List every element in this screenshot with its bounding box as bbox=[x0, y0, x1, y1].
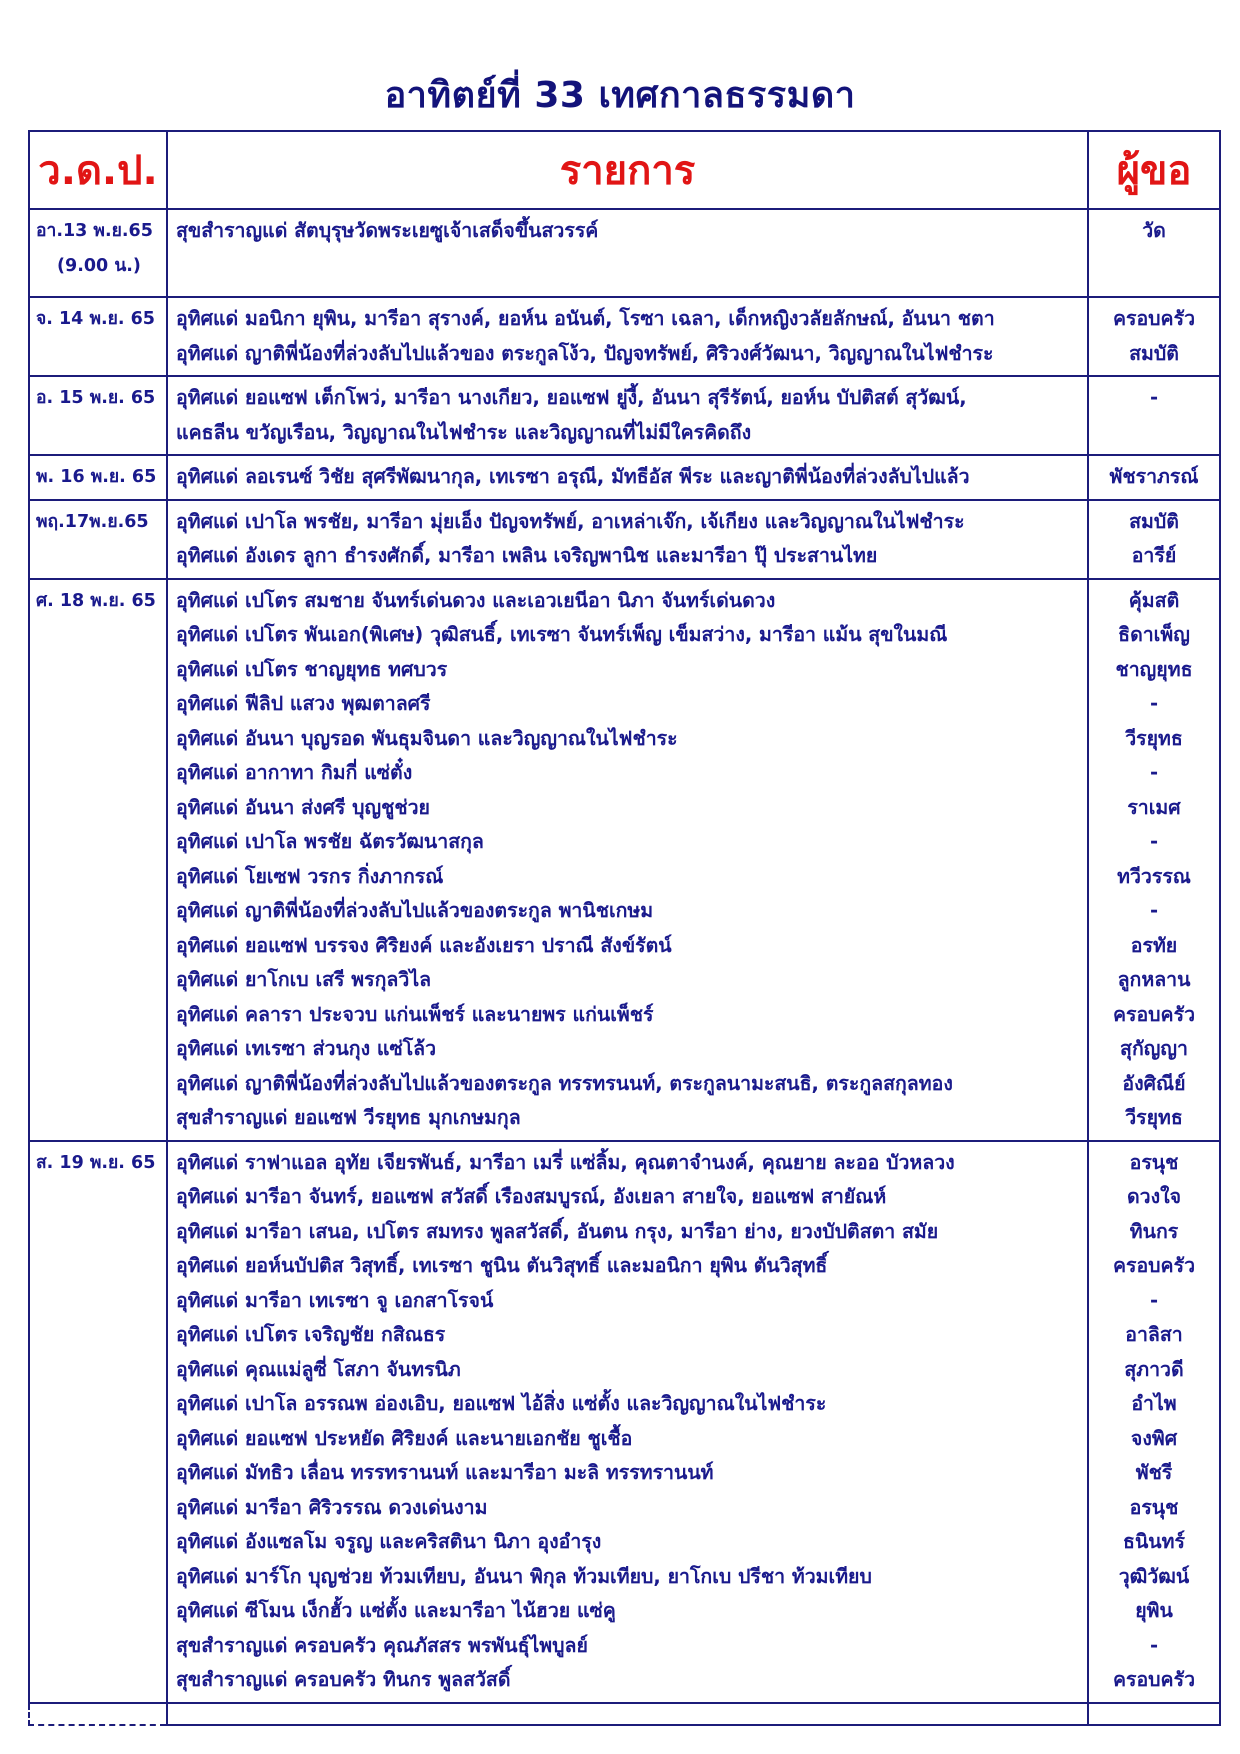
table-row bbox=[29, 297, 1220, 376]
intention-line: อุทิศแด่ ยาโกเบ เสรี พรกุลวิไล bbox=[176, 968, 432, 991]
intention-line: สุขสำราญแด่ ยอแซฟ วีรยุทธ มุกเกษมกุล bbox=[176, 1106, 521, 1129]
page-title: อาทิตย์ที่ 33 เทศกาลธรรมดา bbox=[384, 75, 856, 116]
items-cell bbox=[167, 455, 1088, 500]
intention-line: อุทิศแด่ ยอแซฟ เต็กโพว่, มารีอา นางเกียว, ยอแซฟ ยู่งี้, อันนา สุรีรัตน์, ยอห์น บัปติสต์ สุวัฒน์, bbox=[176, 386, 967, 409]
requester-cell bbox=[1088, 1141, 1220, 1703]
intention-line: อุทิศแด่ ยอห์นบัปติส วิสุทธิ์, เทเรซา ชูนิน ตันวิสุทธิ์ และมอนิกา ยุพิน ตันวิสุทธิ์ bbox=[176, 1254, 828, 1277]
requester-name: - bbox=[1149, 1288, 1159, 1312]
intention-line: อุทิศแด่ ซีโมน เง็กฮั้ว แซ่ตั้ง และมารีอา ไน้ฮวย แซ่คู bbox=[176, 1599, 616, 1622]
intention-line: อุทิศแด่ เปโตร สมชาย จันทร์เด่นดวง และเอวเยนีอา นิภา จันทร์เด่นดวง bbox=[176, 588, 776, 612]
date-cell bbox=[29, 1703, 167, 1725]
intention-line: อุทิศแด่ เปาโล พรชัย, มารีอา มุ่ยเอ็ง ปัญจทรัพย์, อาเหล่าเจ๊ก, เจ้เกียง และวิญญาณในไฟชำระ bbox=[176, 509, 965, 533]
requester-name: สมบัติ bbox=[1129, 341, 1179, 365]
requester-name: จงพิศ bbox=[1130, 1426, 1178, 1450]
table-header-row bbox=[29, 131, 1220, 209]
intention-line: อุทิศแด่ เปโตร พันเอก(พิเศษ) วุฒิสนธิ์, เทเรซา จันทร์เพ็ญ เข็มสว่าง, มารีอา แม้น สุขในมณี bbox=[176, 623, 948, 646]
requester-name: สมบัติ bbox=[1129, 509, 1179, 533]
intention-line: อุทิศแด่ ยอแซฟ ประหยัด ศิริยงค์ และนายเอกชัย ชูเชื้อ bbox=[176, 1426, 633, 1450]
table-row bbox=[29, 1141, 1220, 1703]
requester-name: สุกัญญา bbox=[1120, 1037, 1188, 1060]
intention-line: อุทิศแด่ ราฟาแอล อุทัย เจียรพันธ์, มารีอา เมรี่ แซ่ลิ้ม, คุณตาจำนงค์, คุณยาย ละออ บัวหลวง bbox=[176, 1150, 955, 1174]
requester-name: พัชรี bbox=[1135, 1461, 1173, 1484]
requester-name: ยุพิน bbox=[1135, 1599, 1173, 1622]
date-cell bbox=[29, 1141, 167, 1703]
intention-line: อุทิศแด่ มาร์โก บุญช่วย ท้วมเทียบ, อันนา พิกุล ท้วมเทียบ, ยาโกเบ ปรีชา ท้วมเทียบ bbox=[176, 1564, 872, 1588]
intention-line: อุทิศแด่ คุณแม่ลูซี่ โสภา จันทรนิภ bbox=[176, 1357, 461, 1381]
table-row-continued bbox=[29, 1703, 1220, 1725]
intention-line: อุทิศแด่ คลารา ประจวบ แก่นเพ็ชร์ และนายพร แก่นเพ็ชร์ bbox=[176, 1002, 654, 1026]
items-cell bbox=[167, 1703, 1088, 1725]
intention-line: อุทิศแด่ เทเรซา ส่วนกุง แซ่โล้ว bbox=[176, 1037, 437, 1060]
date-cell bbox=[29, 209, 167, 297]
intention-line: อุทิศแด่ มารีอา จันทร์, ยอแซฟ สวัสดิ์ เรืองสมบูรณ์, อังเยลา สายใจ, ยอแซฟ สายัณห์ bbox=[176, 1185, 887, 1208]
requester-name: พัชราภรณ์ bbox=[1109, 465, 1199, 488]
requester-cell bbox=[1088, 376, 1220, 455]
date-cell bbox=[29, 376, 167, 455]
items-cell bbox=[167, 297, 1088, 376]
table-row bbox=[29, 209, 1220, 297]
intention-line: อุทิศแด่ อากาทา กิมกี่ แซ่ตั๋ง bbox=[176, 761, 413, 784]
table-row bbox=[29, 376, 1220, 455]
requester-name: ทวีวรรณ bbox=[1117, 864, 1191, 888]
requester-cell bbox=[1088, 500, 1220, 579]
table-row bbox=[29, 500, 1220, 579]
intention-line: สุขสำราญแด่ ครอบครัว ทินกร พูลสวัสดิ์ bbox=[176, 1668, 511, 1691]
requester-name: ครอบครัว bbox=[1112, 307, 1196, 330]
requester-name: อาลิสา bbox=[1125, 1323, 1183, 1346]
requester-name: อังศิณีย์ bbox=[1122, 1071, 1186, 1095]
intention-line: อุทิศแด่ เปโตร ชาญยุทธ ทศบวร bbox=[176, 657, 448, 681]
date-text: พฤ.17พ.ย.65 bbox=[36, 511, 149, 532]
requester-cell bbox=[1088, 209, 1220, 297]
date-text: ศ. 18 พ.ย. 65 bbox=[36, 590, 156, 611]
intention-line: อุทิศแด่ ยอแซฟ บรรจง ศิริยงค์ และอังเยรา ปราณี สังข์รัตน์ bbox=[176, 933, 672, 957]
intention-line: อุทิศแด่ มารีอา เทเรซา จู เอกสาโรจน์ bbox=[176, 1288, 494, 1312]
requester-cell bbox=[1088, 297, 1220, 376]
intention-line: อุทิศแด่ อังเดร ลูกา ธำรงศักดิ์, มารีอา เพลิน เจริญพานิช และมารีอา ปุ๊ ประสานไทย bbox=[176, 544, 878, 567]
intention-line: สุขสำราญแด่ สัตบุรุษวัดพระเยซูเจ้าเสด็จขึ้นสวรรค์ bbox=[176, 219, 599, 242]
requester-name: ดวงใจ bbox=[1126, 1185, 1182, 1208]
requester-name: ทินกร bbox=[1129, 1219, 1179, 1243]
requester-name: ธิดาเพ็ญ bbox=[1118, 623, 1190, 646]
table-body bbox=[29, 209, 1220, 1725]
header-items: รายการ bbox=[167, 131, 1088, 209]
date-cell bbox=[29, 455, 167, 500]
header-requester: ผู้ขอ bbox=[1088, 131, 1220, 209]
requester-name: อำไพ bbox=[1131, 1392, 1177, 1415]
requester-cell bbox=[1088, 1703, 1220, 1725]
items-cell bbox=[167, 579, 1088, 1141]
requester-name: ชาญยุทธ bbox=[1115, 657, 1193, 681]
requester-name: ธนินทร์ bbox=[1123, 1530, 1185, 1553]
intention-line: อุทิศแด่ มารีอา เสนอ, เปโตร สมทรง พูลสวัสดิ์, อันตน กรุง, มารีอา ย่าง, ยวงบัปติสตา สมัย bbox=[176, 1219, 939, 1243]
items-cell bbox=[167, 500, 1088, 579]
items-cell bbox=[167, 376, 1088, 455]
intention-line: อุทิศแด่ ญาติพี่น้องที่ล่วงลับไปแล้วของตระกูล ทรรทรนนท์, ตระกูลนามะสนธิ, ตระกูลสกุลทอง bbox=[176, 1071, 953, 1095]
intention-line: อุทิศแด่ ญาติพี่น้องที่ล่วงลับไปแล้วของ ตระกูลโง้ว, ปัญจทรัพย์, ศิริวงศ์วัฒนา, วิญญาณในไฟชำระ bbox=[176, 341, 994, 365]
date-text: อ. 15 พ.ย. 65 bbox=[36, 388, 156, 408]
intention-line: แคธลีน ขวัญเรือน, วิญญาณในไฟชำระ และวิญญาณที่ไม่มีใครคิดถึง bbox=[176, 420, 752, 444]
intention-line: อุทิศแด่ มอนิกา ยุพิน, มารีอา สุรางค์, ยอห์น อนันต์, โรซา เฉลา, เด็กหญิงวลัยลักษณ์, อันนา ชตา bbox=[176, 307, 995, 330]
requester-name: อารีย์ bbox=[1131, 544, 1177, 567]
intention-line: อุทิศแด่ เปาโล อรรณพ อ่องเอิบ, ยอแซฟ ไอ้สิ่ง แซ่ตั้ง และวิญญาณในไฟชำระ bbox=[176, 1392, 827, 1415]
requester-name: อรนุช bbox=[1129, 1495, 1179, 1519]
requester-name: วีรยุทธ bbox=[1125, 1106, 1183, 1129]
requester-name: ครอบครัว bbox=[1112, 1254, 1196, 1277]
items-cell bbox=[167, 1141, 1088, 1703]
requester-name: คุ้มสติ bbox=[1128, 588, 1180, 612]
intention-line: อุทิศแด่ ญาติพี่น้องที่ล่วงลับไปแล้วของตระกูล พานิชเกษม bbox=[176, 899, 654, 922]
requester-name: วุฒิวัฒน์ bbox=[1118, 1564, 1190, 1588]
requester-name: - bbox=[1149, 899, 1159, 922]
requester-name: ครอบครัว bbox=[1112, 1002, 1196, 1026]
requester-name: ครอบครัว bbox=[1112, 1668, 1196, 1691]
date-text: จ. 14 พ.ย. 65 bbox=[36, 309, 155, 329]
requester-cell bbox=[1088, 579, 1220, 1141]
header-date: ว.ด.ป. bbox=[29, 131, 167, 209]
table-row bbox=[29, 579, 1220, 1141]
items-cell bbox=[167, 209, 1088, 297]
requester-cell bbox=[1088, 455, 1220, 500]
requester-name: อรทัย bbox=[1130, 933, 1178, 957]
requester-name: ราเมศ bbox=[1127, 795, 1181, 819]
intention-line: อุทิศแด่ มารีอา ศิริวรรณ ดวงเด่นงาม bbox=[176, 1495, 488, 1519]
requester-name: - bbox=[1149, 386, 1159, 409]
intention-line: อุทิศแด่ ฟีลิป แสวง พุฒตาลศรี bbox=[176, 692, 431, 715]
table-row bbox=[29, 455, 1220, 500]
intention-line: อุทิศแด่ อังแซลโม จรูญ และคริสตินา นิภา อุงอำรุง bbox=[176, 1530, 602, 1553]
requester-name: วัด bbox=[1142, 219, 1166, 242]
intention-line: อุทิศแด่ มัทธิว เลื่อน ทรรทรานนท์ และมารีอา มะลิ ทรรทรานนท์ bbox=[176, 1461, 714, 1484]
intentions-table bbox=[28, 130, 1221, 1726]
intention-line: อุทิศแด่ โยเซฟ วรกร กิ่งภากรณ์ bbox=[176, 864, 444, 888]
date-text: พ. 16 พ.ย. 65 bbox=[36, 467, 157, 487]
intention-line: สุขสำราญแด่ ครอบครัว คุณภัสสร พรพันธุ์ไพบูลย์ bbox=[176, 1633, 588, 1657]
requester-name: - bbox=[1149, 761, 1159, 784]
date-time-text: (9.00 น.) bbox=[57, 255, 141, 276]
requester-name: - bbox=[1149, 692, 1159, 715]
requester-name: อรนุช bbox=[1129, 1150, 1179, 1174]
intention-line: อุทิศแด่ อันนา บุญรอด พันธุมจินดา และวิญญาณในไฟชำระ bbox=[176, 726, 678, 750]
intention-line: อุทิศแด่ ลอเรนซ์ วิชัย สุศรีพัฒนากุล, เทเรซา อรุณี, มัทธีอัส พีระ และญาติพี่น้องที่ล่วงลับไปแล้ว bbox=[176, 465, 970, 488]
date-cell bbox=[29, 579, 167, 1141]
date-text: อา.13 พ.ย.65 bbox=[36, 221, 153, 241]
requester-name: ลูกหลาน bbox=[1117, 968, 1191, 991]
date-cell bbox=[29, 297, 167, 376]
date-cell bbox=[29, 500, 167, 579]
intention-line: อุทิศแด่ อันนา ส่งศรี บุญชูช่วย bbox=[176, 795, 430, 819]
requester-name: สุภาวดี bbox=[1124, 1357, 1184, 1381]
requester-name: - bbox=[1149, 1633, 1159, 1657]
date-text: ส. 19 พ.ย. 65 bbox=[36, 1152, 156, 1173]
requester-name: - bbox=[1149, 830, 1159, 853]
requester-name: วีรยุทธ bbox=[1125, 726, 1183, 750]
intention-line: อุทิศแด่ เปโตร เจริญชัย กสิณธร bbox=[176, 1323, 446, 1346]
intention-line: อุทิศแด่ เปาโล พรชัย ฉัตรวัฒนาสกุล bbox=[176, 830, 484, 853]
